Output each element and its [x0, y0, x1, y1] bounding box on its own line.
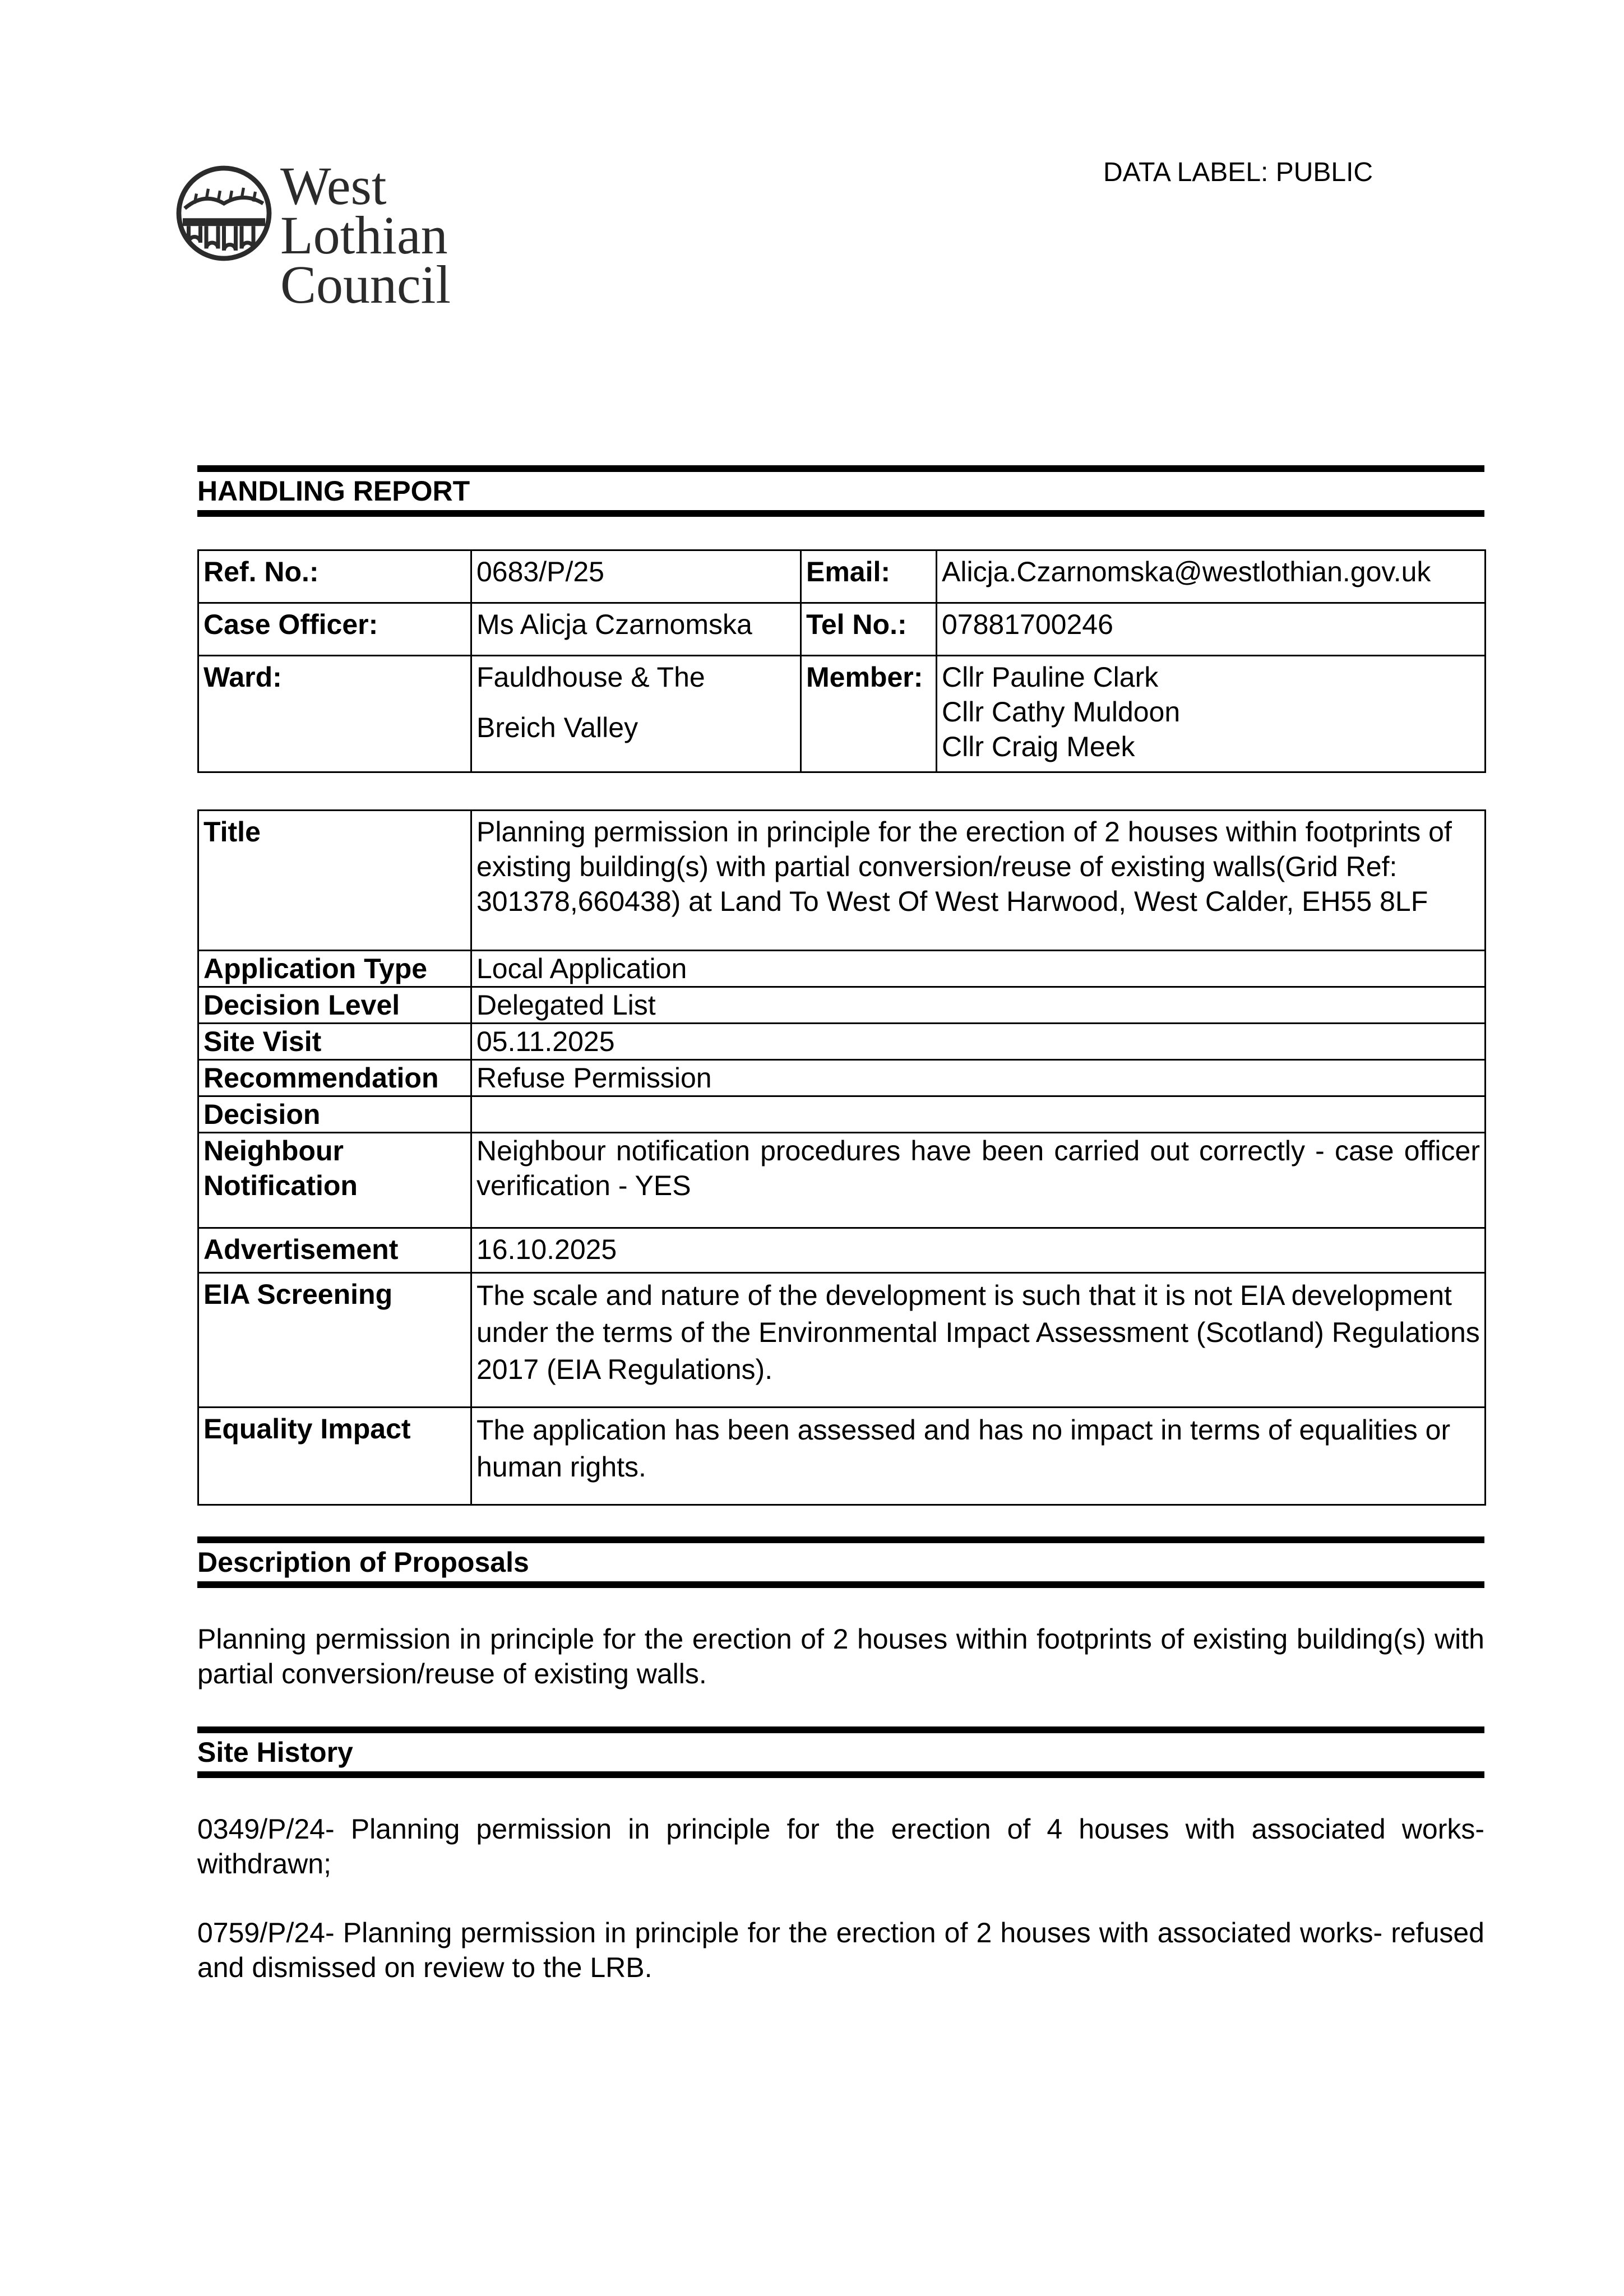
description-text: Planning permission in principle for the erection of 2 houses within footprints of existing building(s) with partial conversion/reuse of existing walls. — [197, 1623, 1484, 1689]
members-value — [937, 656, 1486, 772]
table-row — [198, 811, 1486, 951]
heading-rule-bottom — [197, 510, 1484, 517]
table-row — [198, 1096, 1486, 1133]
table-row — [198, 550, 1486, 603]
site-history-heading — [197, 1726, 1484, 1778]
handling-report-heading — [197, 465, 1484, 517]
detail-key: Site Visit — [198, 1024, 471, 1060]
detail-value: Delegated List — [471, 987, 1486, 1024]
ward-value-line2: Breich Valley — [476, 712, 639, 743]
member-name: Cllr Pauline Clark — [942, 661, 1159, 693]
member-name: Cllr Craig Meek — [942, 731, 1135, 762]
detail-value: Local Application — [471, 951, 1486, 987]
council-logo — [175, 156, 556, 314]
detail-value: 05.11.2025 — [471, 1024, 1486, 1060]
table-row — [198, 1408, 1486, 1505]
ward-label: Ward: — [198, 656, 471, 772]
heading-rule-top — [197, 465, 1484, 472]
logo-text — [280, 156, 556, 314]
detail-key: Application Type — [198, 951, 471, 987]
officer-value: Ms Alicja Czarnomska — [471, 603, 801, 656]
heading-rule-top — [197, 1536, 1484, 1543]
site-history-item: 0349/P/24- Planning permission in principle for the erection of 4 houses with associated works- withdrawn; — [197, 1813, 1484, 1880]
detail-key: Decision — [198, 1096, 471, 1133]
detail-key: Decision Level — [198, 987, 471, 1024]
table-row — [198, 1024, 1486, 1060]
logo-text-line1: West Lothian — [280, 156, 448, 265]
detail-key: EIA Screening — [198, 1273, 471, 1408]
logo-text-line2: Council — [280, 254, 451, 314]
detail-value: Planning permission in principle for the erection of 2 houses within footprints of existing building(s) with partial conversion/reuse of existing walls(Grid Ref: 301378,660438) at Land To West Of West Harwood, West Calder, EH55 8LF — [471, 811, 1486, 951]
ref-label: Ref. No.: — [198, 550, 471, 603]
detail-key: Neighbour Notification — [198, 1133, 471, 1228]
member-name: Cllr Cathy Muldoon — [942, 696, 1181, 728]
table-row — [198, 603, 1486, 656]
viaduct-emblem-icon — [175, 164, 273, 262]
tel-value: 07881700246 — [937, 603, 1486, 656]
site-history-item: 0759/P/24- Planning permission in principle for the erection of 2 houses with associated works- refused and dismissed on review to the LRB. — [197, 1917, 1484, 1983]
data-label: DATA LABEL: PUBLIC — [1103, 158, 1373, 187]
email-value[interactable]: Alicja.Czarnomska@westlothian.gov.uk — [937, 550, 1486, 603]
detail-key: Equality Impact — [198, 1408, 471, 1505]
application-details-table — [197, 809, 1486, 1506]
email-label: Email: — [801, 550, 937, 603]
table-row — [198, 951, 1486, 987]
detail-key: Advertisement — [198, 1228, 471, 1273]
detail-value: The application has been assessed and has no impact in terms of equalities or human rights. — [471, 1408, 1486, 1505]
description-heading — [197, 1536, 1484, 1588]
table-row — [198, 987, 1486, 1024]
table-row — [198, 1228, 1486, 1273]
officer-label: Case Officer: — [198, 603, 471, 656]
heading-label: Site History — [197, 1737, 353, 1768]
tel-label: Tel No.: — [801, 603, 937, 656]
heading-label: HANDLING REPORT — [197, 475, 470, 507]
detail-value: The scale and nature of the development is such that it is not EIA development under the terms of the Environmental Impact Assessment (Scotland) Regulations 2017 (EIA Regulations). — [471, 1273, 1486, 1408]
detail-value: Refuse Permission — [471, 1060, 1486, 1096]
heading-rule-bottom — [197, 1771, 1484, 1778]
detail-value: Neighbour notification procedures have been carried out correctly - case officer verification - YES — [471, 1133, 1486, 1228]
case-info-table — [197, 549, 1486, 773]
heading-rule-bottom — [197, 1581, 1484, 1588]
detail-value — [471, 1096, 1486, 1133]
ward-value — [471, 656, 801, 772]
ref-value: 0683/P/25 — [471, 550, 801, 603]
ward-value-line1: Fauldhouse & The — [476, 661, 705, 693]
detail-key: Recommendation — [198, 1060, 471, 1096]
table-row — [198, 1060, 1486, 1096]
table-row — [198, 1273, 1486, 1408]
heading-rule-top — [197, 1726, 1484, 1733]
table-row — [198, 1133, 1486, 1228]
detail-key: Title — [198, 811, 471, 951]
member-label: Member: — [801, 656, 937, 772]
detail-value: 16.10.2025 — [471, 1228, 1486, 1273]
table-row — [198, 656, 1486, 772]
heading-label: Description of Proposals — [197, 1547, 529, 1578]
